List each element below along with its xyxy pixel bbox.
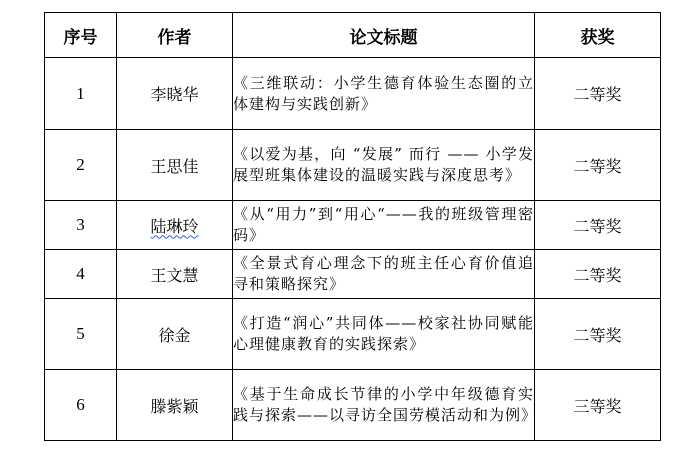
table-row <box>45 201 661 250</box>
header-no: 序号 <box>45 13 117 58</box>
row-author: 徐金 <box>117 299 233 370</box>
row-no: 4 <box>45 250 117 299</box>
header-title: 论文标题 <box>233 13 535 58</box>
row-award: 二等奖 <box>535 250 661 299</box>
header-author: 作者 <box>117 13 233 58</box>
row-title: 《基于生命成长节律的小学中年级德育实践与探索——以寻访全国劳模活动和为例》 <box>233 370 535 441</box>
table-row <box>45 58 661 130</box>
row-title: 《全景式育心理念下的班主任心育价值追寻和策略探究》 <box>233 250 535 299</box>
row-award: 二等奖 <box>535 299 661 370</box>
header-award: 获奖 <box>535 13 661 58</box>
row-title: 《以爱为基，向 “发展” 而行 —— 小学发展型班集体建设的温暖实践与深度思考》 <box>233 130 535 201</box>
table-row <box>45 130 661 201</box>
row-no: 5 <box>45 299 117 370</box>
row-author <box>117 201 233 250</box>
row-award: 三等奖 <box>535 370 661 441</box>
author-name-spellcheck: 陆琳玲 <box>150 216 199 236</box>
row-author: 滕紫颖 <box>117 370 233 441</box>
row-no: 1 <box>45 58 117 130</box>
row-author: 王思佳 <box>117 130 233 201</box>
row-no: 3 <box>45 201 117 250</box>
row-author: 王文慧 <box>117 250 233 299</box>
row-no: 6 <box>45 370 117 441</box>
table-row <box>45 250 661 299</box>
row-award: 二等奖 <box>535 201 661 250</box>
table-row <box>45 299 661 370</box>
row-title: 《打造“润心”共同体——校家社协同赋能心理健康教育的实践探索》 <box>233 299 535 370</box>
awards-table <box>44 12 661 441</box>
row-author: 李晓华 <box>117 58 233 130</box>
table-row <box>45 370 661 441</box>
row-award: 二等奖 <box>535 58 661 130</box>
row-title: 《三维联动：小学生德育体验生态圈的立体建构与实践创新》 <box>233 58 535 130</box>
header-row <box>45 13 661 58</box>
row-award: 二等奖 <box>535 130 661 201</box>
row-no: 2 <box>45 130 117 201</box>
row-title: 《从“用力”到“用心“——我的班级管理密码》 <box>233 201 535 250</box>
